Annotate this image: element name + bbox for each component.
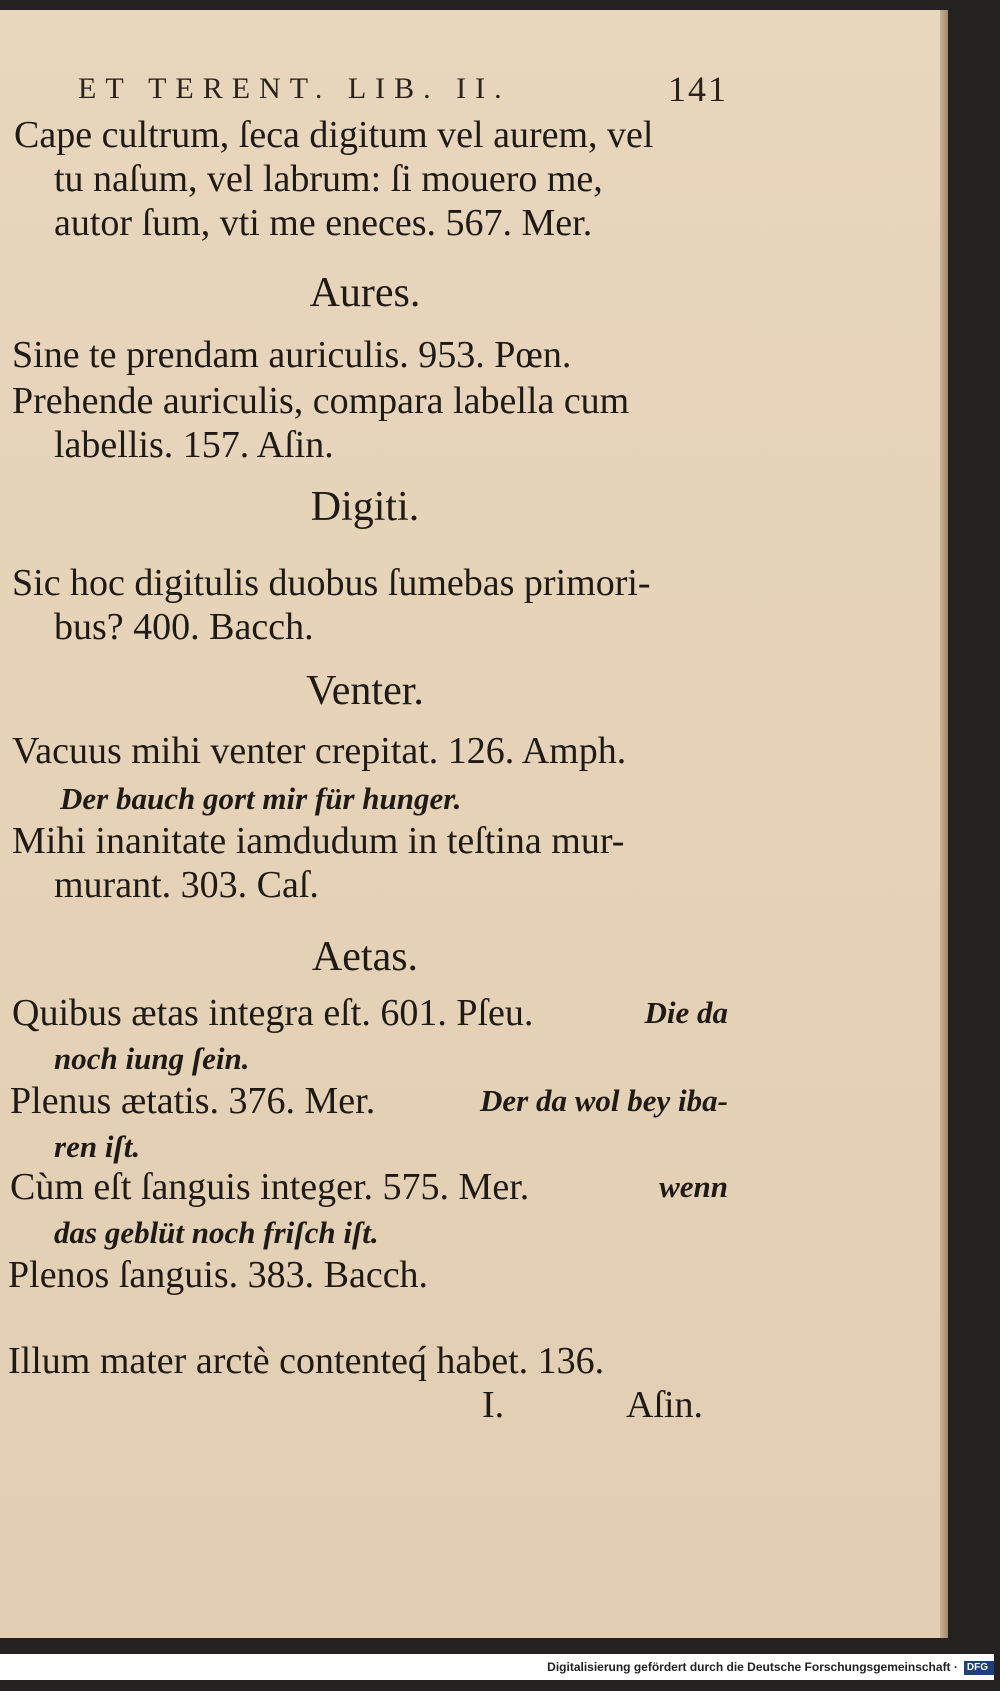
text-line: labellis. 157. Aſin. bbox=[54, 424, 334, 466]
text-line bbox=[10, 1164, 728, 1210]
german-gloss: Der bauch gort mir für hunger. bbox=[60, 781, 462, 816]
text-line bbox=[10, 1078, 728, 1124]
catchword: Aſin. bbox=[626, 1384, 704, 1426]
latin-text: Cùm eſt ſanguis integer. 575. Mer. bbox=[10, 1166, 530, 1208]
text-line: Sine te prendam auriculis. 953. Pœn. bbox=[12, 334, 572, 376]
running-head-title: ET TERENT. LIB. II. bbox=[78, 72, 511, 105]
german-gloss: ren iſt. bbox=[54, 1129, 141, 1164]
digitization-footer bbox=[0, 1654, 994, 1680]
text-line: Prehende auriculis, compara labella cum bbox=[12, 380, 630, 422]
text-line bbox=[12, 990, 728, 1036]
signature-mark: I. bbox=[482, 1384, 505, 1426]
dfg-logo: DFG bbox=[964, 1661, 994, 1675]
running-head bbox=[78, 69, 728, 109]
german-gloss: Der da wol bey iba- bbox=[480, 1083, 728, 1118]
text-line: murant. 303. Caſ. bbox=[54, 864, 319, 906]
latin-text: Plenus ætatis. 376. Mer. bbox=[10, 1080, 376, 1122]
latin-text: Quibus ætas integra eſt. 601. Pſeu. bbox=[12, 992, 534, 1034]
footer-text: Digitalisierung gefördert durch die Deutsche Forschungsgemeinschaft · bbox=[547, 1660, 958, 1674]
text-line: Mihi inanitate iamdudum in teſtina mur- bbox=[12, 820, 625, 862]
text-line: Vacuus mihi venter crepitat. 126. Amph. bbox=[12, 730, 627, 772]
text-line: tu naſum, vel labrum: ſi mouero me, bbox=[54, 158, 603, 200]
section-heading: Venter. bbox=[306, 668, 424, 714]
page-number: 141 bbox=[668, 69, 728, 109]
text-line: Illum mater arctè contenteq́ habet. 136. bbox=[8, 1340, 605, 1382]
page-edge bbox=[940, 10, 948, 1638]
text-line: bus? 400. Bacch. bbox=[54, 606, 314, 648]
section-heading: Aetas. bbox=[311, 934, 419, 980]
section-heading: Aures. bbox=[309, 270, 421, 316]
text-line: Sic hoc digitulis duobus ſumebas primori- bbox=[12, 562, 651, 604]
text-line: autor ſum, vti me eneces. 567. Mer. bbox=[54, 202, 593, 244]
german-gloss: wenn bbox=[659, 1169, 728, 1204]
text-line: Plenos ſanguis. 383. Bacch. bbox=[8, 1254, 429, 1296]
german-gloss: das geblüt noch friſch iſt. bbox=[54, 1215, 379, 1250]
section-heading: Digiti. bbox=[310, 484, 420, 530]
text-line: Cape cultrum, ſeca digitum vel aurem, vel bbox=[14, 114, 654, 156]
german-gloss: noch iung ſein. bbox=[54, 1041, 250, 1076]
german-gloss: Die da bbox=[644, 995, 728, 1030]
